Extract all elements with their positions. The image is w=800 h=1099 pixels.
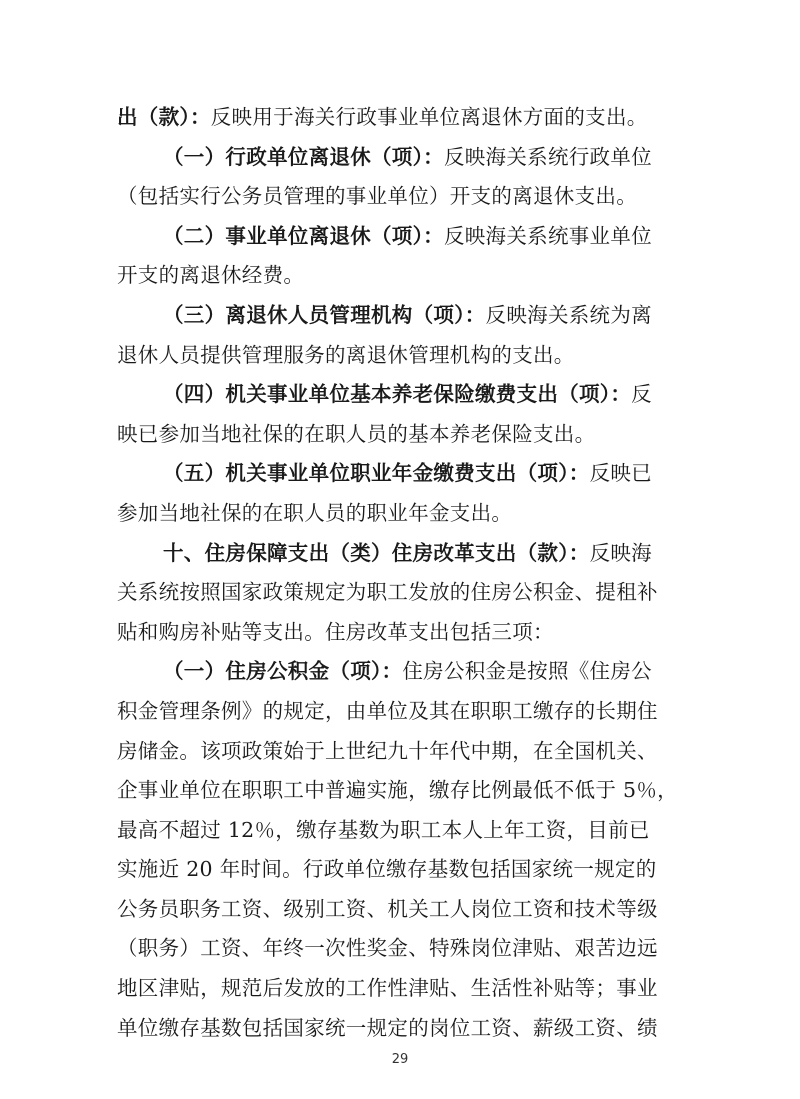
line-text: 公务员职务工资、级别工资、机关工人岗位工资和技术等级: [117, 896, 658, 921]
line-text: 地区津贴，规范后发放的工作性津贴、生活性补贴等；事业: [117, 976, 658, 1001]
text-line: [117, 890, 683, 930]
text-line: [117, 969, 683, 1009]
line-text: 反映海关系统事业单位: [443, 223, 652, 248]
line-bold: 出（款）：: [117, 105, 211, 129]
line-bold: （一）行政单位离退休（项）：: [163, 144, 444, 169]
line-text: 反映海关系统行政单位: [443, 144, 652, 169]
line-text: 实施近 20 年时间。行政单位缴存基数包括国家统一规定的: [117, 857, 657, 882]
text-line: [117, 573, 683, 613]
text-line: [117, 98, 683, 138]
line-text: （职务）工资、年终一次性奖金、特殊岗位津贴、艰苦边远: [117, 936, 658, 961]
line-bold: （四）机关事业单位基本养老保险缴费支出（项）：: [163, 382, 632, 407]
text-line: [117, 811, 683, 851]
text-line: [117, 613, 683, 653]
text-line: [117, 652, 683, 692]
text-line: [117, 454, 683, 494]
line-bold: （一）住房公积金（项）：: [163, 659, 403, 684]
text-line: [117, 850, 683, 890]
text-line: [117, 217, 683, 257]
text-line: [117, 256, 683, 296]
text-line: [117, 138, 683, 178]
line-text: 开支的离退休经费。: [117, 263, 305, 288]
line-text: 积金管理条例》的规定，由单位及其在职职工缴存的长期住: [117, 698, 658, 723]
line-bold: （二）事业单位离退休（项）：: [163, 223, 444, 248]
line-text: 退休人员提供管理服务的离退休管理机构的支出。: [117, 342, 575, 367]
page-number: 29: [391, 1052, 409, 1067]
text-line: [117, 494, 683, 534]
text-line: [117, 375, 683, 415]
text-line: [117, 336, 683, 376]
line-text: 最高不超过 12％，缴存基数为职工本人上年工资，目前已: [117, 817, 650, 842]
text-line: [117, 534, 683, 574]
text-line: [117, 1009, 683, 1049]
text-line: [117, 929, 683, 969]
text-line: [117, 732, 683, 772]
line-text: 参加当地社保的在职人员的职业年金支出。: [117, 500, 513, 525]
text-line: [117, 296, 683, 336]
line-text: 企事业单位在职职工中普遍实施，缴存比例最低不低于 5％，: [117, 778, 678, 803]
line-text: 反映海: [589, 540, 652, 565]
line-text: 关系统按照国家政策规定为职工发放的住房公积金、提租补: [117, 580, 658, 605]
line-text: 反: [631, 382, 652, 407]
line-bold: （五）机关事业单位职业年金缴费支出（项）：: [163, 461, 590, 486]
text-line: [117, 692, 683, 732]
line-text: 反映用于海关行政事业单位离退休方面的支出。: [210, 105, 648, 129]
line-text: 房储金。该项政策始于上世纪九十年代中期，在全国机关、: [117, 738, 658, 763]
line-bold: （三）离退休人员管理机构（项）：: [163, 302, 486, 327]
line-text: 贴和购房补贴等支出。住房改革支出包括三项：: [117, 619, 554, 644]
line-text: 反映海关系统为离: [485, 302, 652, 327]
line-text: 单位缴存基数包括国家统一规定的岗位工资、薪级工资、绩: [117, 1015, 658, 1040]
text-line: [117, 177, 683, 217]
line-text: 映已参加当地社保的在职人员的基本养老保险支出。: [117, 421, 596, 446]
line-bold: 十、住房保障支出（类）住房改革支出（款）：: [163, 540, 590, 565]
line-text: 住房公积金是按照《住房公: [402, 659, 652, 684]
text-line: [117, 415, 683, 455]
body-text: [117, 98, 683, 1048]
text-line: [117, 771, 683, 811]
line-text: 反映已: [589, 461, 652, 486]
line-text: （包括实行公务员管理的事业单位）开支的离退休支出。: [117, 184, 637, 209]
